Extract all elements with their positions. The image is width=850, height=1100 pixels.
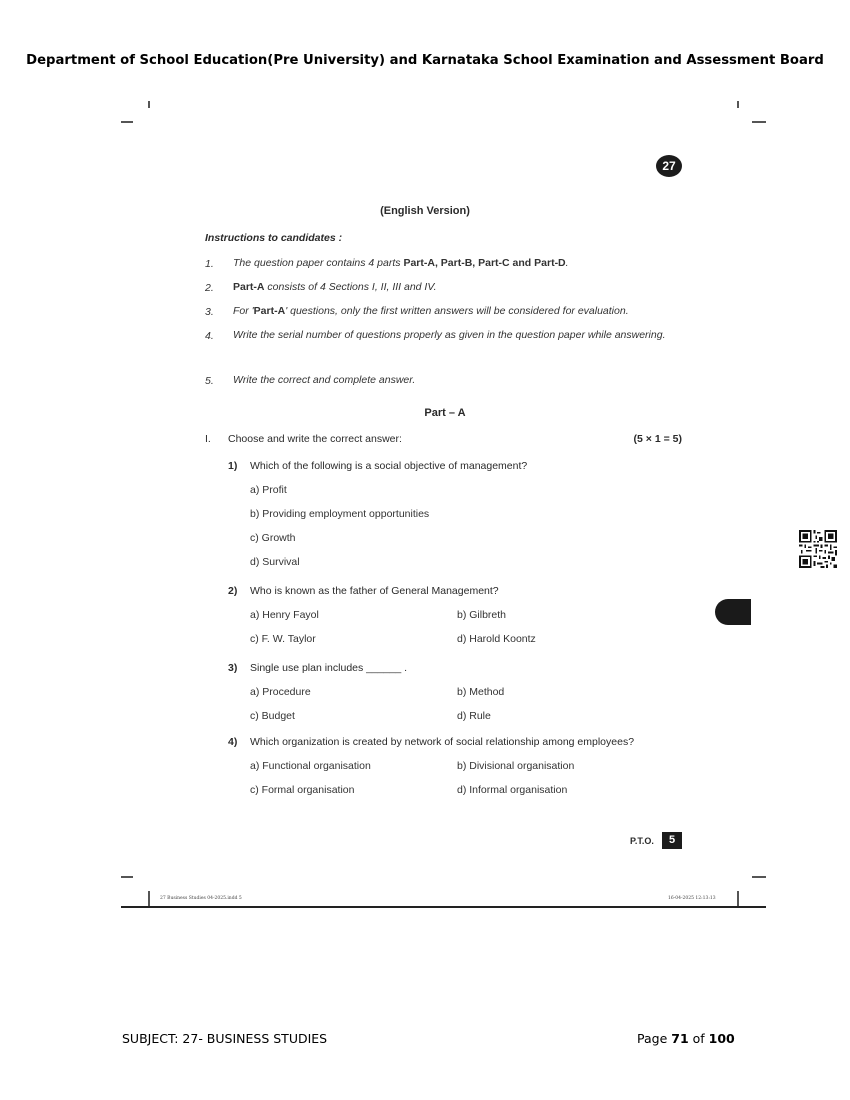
thumb-tab-marker — [715, 599, 751, 625]
instruction-number: 3. — [205, 306, 214, 318]
question-option: a) Functional organisation — [250, 760, 371, 772]
question-option: b) Divisional organisation — [457, 760, 575, 772]
instruction-number: 2. — [205, 282, 214, 294]
crop-mark-bottom-right-vertical — [737, 891, 739, 906]
section-instruction: Choose and write the correct answer: — [228, 433, 402, 445]
instruction-item: The question paper contains 4 parts Part-A, Part-B, Part-C and Part-D. — [233, 257, 569, 269]
question-option: d) Harold Koontz — [457, 633, 536, 645]
question-number: 4) — [228, 736, 238, 748]
crop-mark-top-left-horizontal — [121, 121, 133, 123]
question-option: c) Growth — [250, 532, 296, 544]
question-option: d) Rule — [457, 710, 491, 722]
pto-label: P.T.O. — [630, 836, 654, 846]
instruction-item: Write the serial number of questions properly as given in the question paper while answering. — [233, 329, 666, 341]
question-text: Which organization is created by network of social relationship among employees? — [250, 736, 635, 748]
crop-mark-bottom-left-horizontal — [121, 876, 133, 878]
crop-mark-top-left-vertical — [148, 101, 150, 108]
question-text: Which of the following is a social objective of management? — [250, 460, 528, 472]
question-option: c) F. W. Taylor — [250, 633, 316, 645]
question-number: 2) — [228, 585, 238, 597]
instruction-number: 1. — [205, 258, 214, 270]
question-number: 3) — [228, 662, 238, 674]
instructions-heading: Instructions to candidates : — [205, 232, 343, 244]
question-text: Who is known as the father of General Management? — [250, 585, 499, 597]
crop-mark-bottom-left-vertical — [148, 891, 150, 906]
question-option: b) Providing employment opportunities — [250, 508, 430, 520]
question-number: 1) — [228, 460, 238, 472]
part-title: Part – A — [424, 407, 466, 419]
footer-subject: SUBJECT: 27- BUSINESS STUDIES — [122, 1031, 328, 1046]
instruction-item: Write the correct and complete answer. — [233, 374, 416, 386]
crop-mark-top-right-vertical — [737, 101, 739, 108]
print-slug-file: 27 Business Studies 04-2025.indd 5 — [160, 896, 242, 901]
header-title: Department of School Education(Pre University) and Karnataka School Examination and Assessment Board — [26, 53, 824, 68]
question-option: a) Henry Fayol — [250, 609, 319, 621]
inner-page-number: 5 — [662, 832, 682, 849]
instruction-item: For 'Part-A' questions, only the first written answers will be considered for evaluation. — [233, 305, 629, 317]
question-option: c) Formal organisation — [250, 784, 355, 796]
section-marks: (5 × 1 = 5) — [633, 433, 682, 445]
subject-code-badge: 27 — [656, 155, 682, 177]
instruction-number: 5. — [205, 375, 214, 387]
crop-mark-top-right-horizontal — [752, 121, 766, 123]
crop-mark-bottom-right-horizontal — [752, 876, 766, 878]
question-option: c) Budget — [250, 710, 295, 722]
section-number: I. — [205, 433, 211, 445]
version-label: (English Version) — [380, 205, 470, 217]
question-option: b) Method — [457, 686, 505, 698]
question-option: a) Profit — [250, 484, 287, 496]
question-option: d) Survival — [250, 556, 300, 568]
question-option: a) Procedure — [250, 686, 311, 698]
instruction-item: Part-A consists of 4 Sections I, II, III and IV. — [233, 281, 437, 293]
question-text: Single use plan includes ______ . — [250, 662, 408, 674]
footer-page-indicator: Page 71 of 100 — [637, 1031, 735, 1046]
trim-line — [121, 906, 766, 908]
print-slug-date: 16-04-2025 12:13:13 — [668, 896, 716, 901]
question-option: d) Informal organisation — [457, 784, 568, 796]
qr-code-icon — [799, 530, 837, 568]
question-option: b) Gilbreth — [457, 609, 507, 621]
instruction-number: 4. — [205, 330, 214, 342]
